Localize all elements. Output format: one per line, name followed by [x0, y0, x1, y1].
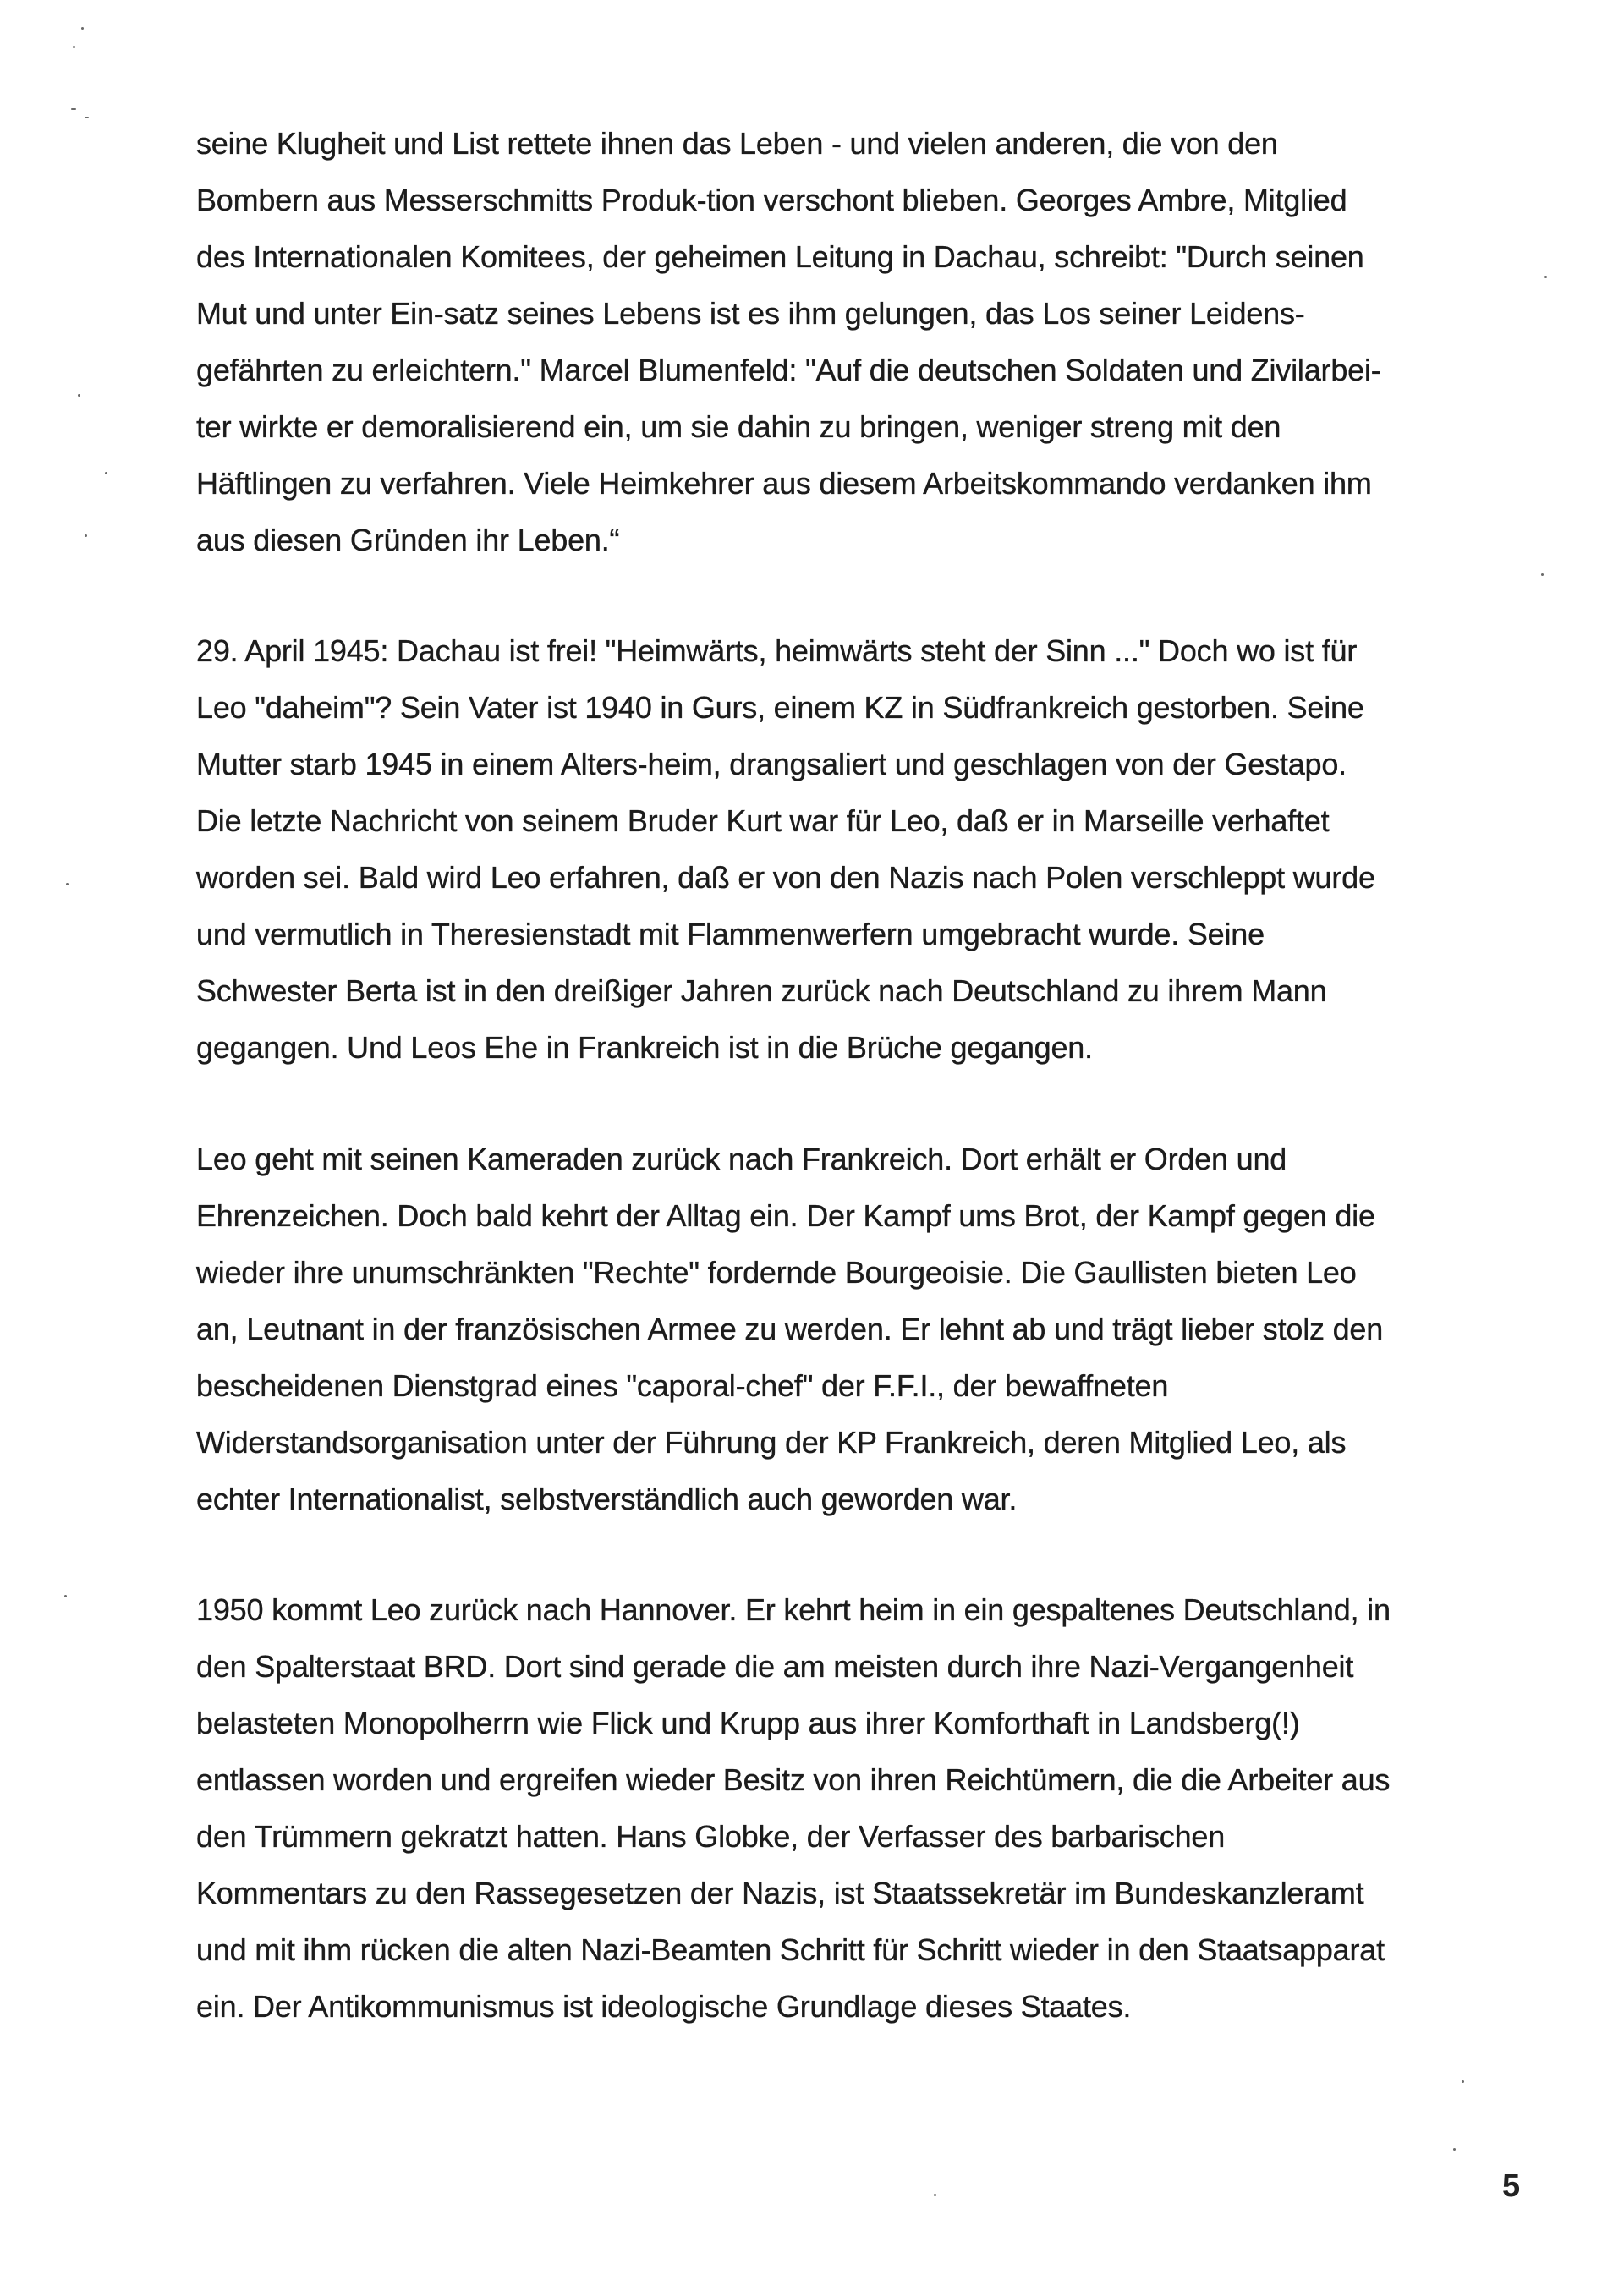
text-line: den Spalterstaat BRD. Dort sind gerade die am meisten durch ihre Nazi-Vergangenheit: [196, 1649, 1354, 1684]
scan-speck: [71, 108, 76, 110]
scan-speck: [85, 534, 87, 537]
text-line: bescheidenen Dienstgrad eines "caporal-chef" der F.F.I., der bewaffneten: [196, 1368, 1169, 1403]
text-line: Widerstandsorganisation unter der Führung der KP Frankreich, deren Mitglied Leo, als: [196, 1425, 1347, 1460]
text-line: Leo geht mit seinen Kameraden zurück nach Frankreich. Dort erhält er Orden und: [196, 1142, 1287, 1176]
text-line: 29. April 1945: Dachau ist frei! "Heimwärts, heimwärts steht der Sinn ..." Doch wo ist für: [196, 633, 1358, 668]
scan-speck: [1541, 573, 1544, 576]
text-line: echter Internationalist, selbstverständlich auch geworden war.: [196, 1482, 1018, 1516]
page-number: 5: [1502, 2168, 1521, 2204]
text-line: worden sei. Bald wird Leo erfahren, daß er von den Nazis nach Polen verschleppt wurde: [196, 860, 1375, 895]
text-line: den Trümmern gekratzt hatten. Hans Globke, der Verfasser des barbarischen: [196, 1819, 1226, 1854]
text-line: an, Leutnant in der französischen Armee zu werden. Er lehnt ab und trägt lieber stolz den: [196, 1312, 1384, 1346]
text-line: Mutter starb 1945 in einem Alters-heim, drangsaliert und geschlagen von der Gestapo.: [196, 747, 1347, 781]
text-line: entlassen worden und ergreifen wieder Besitz von ihren Reichtümern, die die Arbeiter aus: [196, 1762, 1391, 1797]
text-line: wieder ihre unumschränkten "Rechte" fordernde Bourgeoisie. Die Gaullisten bieten Leo: [196, 1255, 1357, 1290]
text-line: belasteten Monopolherrn wie Flick und Krupp aus ihrer Komforthaft in Landsberg(!): [196, 1706, 1300, 1740]
text-line: und mit ihm rücken die alten Nazi-Beamten Schritt für Schritt wieder in den Staatsapparat: [196, 1932, 1385, 1967]
paragraph-3: [196, 1131, 1524, 1527]
text-line: ein. Der Antikommunismus ist ideologische Grundlage dieses Staates.: [196, 1989, 1132, 2024]
text-line: Bombern aus Messerschmitts Produk-tion verschont blieben. Georges Ambre, Mitglied: [196, 183, 1347, 217]
scan-speck: [934, 2194, 936, 2196]
text-line: Leo "daheim"? Sein Vater ist 1940 in Gurs, einem KZ in Südfrankreich gestorben. Seine: [196, 690, 1364, 725]
scan-speck: [1544, 276, 1547, 278]
text-line: des Internationalen Komitees, der geheimen Leitung in Dachau, schreibt: "Durch seinen: [196, 239, 1364, 274]
scan-speck: [1462, 2080, 1464, 2083]
text-line: Schwester Berta ist in den dreißiger Jahren zurück nach Deutschland zu ihrem Mann: [196, 973, 1327, 1008]
scan-speck: [64, 1595, 67, 1597]
scan-speck: [78, 394, 80, 397]
text-line: aus diesen Gründen ihr Leben.“: [196, 523, 620, 557]
text-line: Kommentars zu den Rassegesetzen der Nazis, ist Staatssekretär im Bundeskanzleramt: [196, 1876, 1364, 1910]
text-line: Ehrenzeichen. Doch bald kehrt der Alltag ein. Der Kampf ums Brot, der Kampf gegen die: [196, 1198, 1375, 1233]
scan-speck: [66, 883, 69, 885]
text-line: seine Klugheit und List rettete ihnen das Leben - und vielen anderen, die von den: [196, 126, 1278, 161]
text-line: Mut und unter Ein-satz seines Lebens ist es ihm gelungen, das Los seiner Leidens-: [196, 296, 1305, 331]
text-line: und vermutlich in Theresienstadt mit Flammenwerfern umgebracht wurde. Seine: [196, 917, 1265, 951]
text-line: gegangen. Und Leos Ehe in Frankreich ist in die Brüche gegangen.: [196, 1030, 1093, 1065]
text-line: Die letzte Nachricht von seinem Bruder Kurt war für Leo, daß er in Marseille verhaftet: [196, 803, 1330, 838]
paragraph-1: [196, 115, 1524, 568]
text-line: Häftlingen zu verfahren. Viele Heimkehrer aus diesem Arbeitskommando verdanken ihm: [196, 466, 1372, 501]
paragraph-4: [196, 1581, 1524, 2035]
scan-speck: [85, 117, 89, 118]
paragraph-2: [196, 622, 1524, 1076]
scan-speck: [81, 27, 84, 30]
scan-speck: [73, 46, 75, 48]
scan-speck: [105, 472, 107, 474]
text-line: ter wirkte er demoralisierend ein, um sie dahin zu bringen, weniger streng mit den: [196, 409, 1281, 444]
text-line: 1950 kommt Leo zurück nach Hannover. Er kehrt heim in ein gespaltenes Deutschland, in: [196, 1592, 1391, 1627]
scan-speck: [1453, 2148, 1456, 2151]
text-line: gefährten zu erleichtern." Marcel Blumenfeld: "Auf die deutschen Soldaten und Zivilarbei-: [196, 353, 1381, 387]
